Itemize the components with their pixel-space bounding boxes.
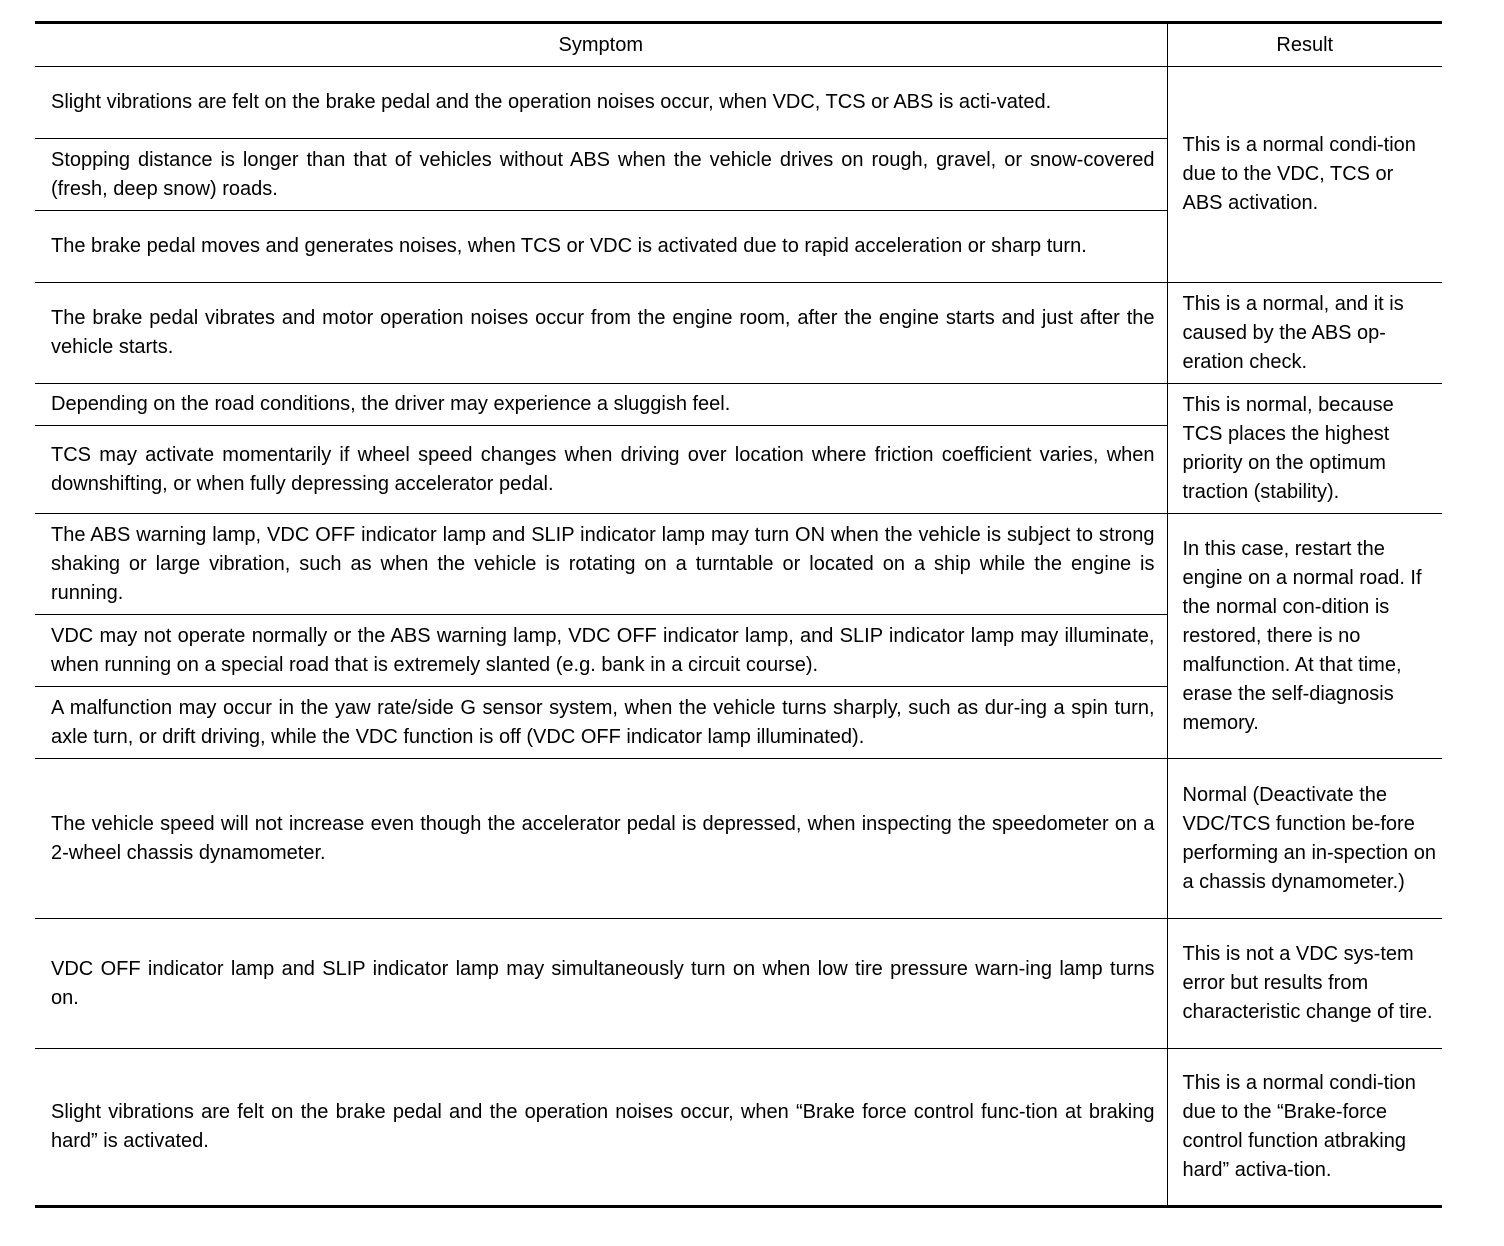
symptom-result-table — [35, 21, 1442, 1208]
result-cell: This is not a VDC sys-tem error but results from characteristic change of tire. — [1167, 919, 1442, 1049]
result-cell: This is normal, because TCS places the highest priority on the optimum traction (stability). — [1167, 384, 1442, 514]
symptom-column-header: Symptom — [35, 23, 1167, 67]
table-body — [35, 67, 1442, 1207]
result-cell: Normal (Deactivate the VDC/TCS function be-fore performing an in-spection on a chassis dynamometer.) — [1167, 759, 1442, 919]
table-row — [35, 1049, 1442, 1207]
table-row — [35, 384, 1442, 426]
symptom-cell: The ABS warning lamp, VDC OFF indicator lamp and SLIP indicator lamp may turn ON when the vehicle is subject to strong shaking or large vibration, such as when the vehicle is rotating on a turntable or located on a ship while the engine is running. — [35, 514, 1167, 615]
result-cell: In this case, restart the engine on a normal road. If the normal con-dition is restored, there is no malfunction. At that time, erase the self-diagnosis memory. — [1167, 514, 1442, 759]
result-column-header: Result — [1167, 23, 1442, 67]
table-row — [35, 67, 1442, 139]
symptom-cell: A malfunction may occur in the yaw rate/side G sensor system, when the vehicle turns sharply, such as dur-ing a spin turn, axle turn, or drift driving, while the VDC function is off (VDC OFF indicator lamp illuminated). — [35, 687, 1167, 759]
symptom-cell: TCS may activate momentarily if wheel speed changes when driving over location where friction coefficient varies, when downshifting, or when fully depressing accelerator pedal. — [35, 426, 1167, 514]
document-page — [35, 21, 1442, 1208]
symptom-cell: VDC may not operate normally or the ABS warning lamp, VDC OFF indicator lamp, and SLIP indicator lamp may illuminate, when running on a special road that is extremely slanted (e.g. bank in a circuit course). — [35, 615, 1167, 687]
symptom-cell: Stopping distance is longer than that of vehicles without ABS when the vehicle drives on rough, gravel, or snow-covered (fresh, deep snow) roads. — [35, 139, 1167, 211]
result-cell: This is a normal, and it is caused by the ABS op-eration check. — [1167, 283, 1442, 384]
symptom-cell: The vehicle speed will not increase even though the accelerator pedal is depressed, when inspecting the speedometer on a 2-wheel chassis dynamometer. — [35, 759, 1167, 919]
header-row — [35, 23, 1442, 67]
symptom-cell: Slight vibrations are felt on the brake pedal and the operation noises occur, when “Brake force control func-tion at braking hard” is activated. — [35, 1049, 1167, 1207]
table-row — [35, 283, 1442, 384]
symptom-cell: VDC OFF indicator lamp and SLIP indicator lamp may simultaneously turn on when low tire pressure warn-ing lamp turns on. — [35, 919, 1167, 1049]
result-cell: This is a normal condi-tion due to the VDC, TCS or ABS activation. — [1167, 67, 1442, 283]
table-row — [35, 919, 1442, 1049]
symptom-cell: The brake pedal vibrates and motor operation noises occur from the engine room, after the engine starts and just after the vehicle starts. — [35, 283, 1167, 384]
symptom-cell: The brake pedal moves and generates noises, when TCS or VDC is activated due to rapid acceleration or sharp turn. — [35, 211, 1167, 283]
table-row — [35, 759, 1442, 919]
symptom-cell: Slight vibrations are felt on the brake pedal and the operation noises occur, when VDC, TCS or ABS is acti-vated. — [35, 67, 1167, 139]
result-cell: This is a normal condi-tion due to the “Brake-force control function atbraking hard” activa-tion. — [1182, 1072, 1416, 1181]
table-row — [35, 514, 1442, 615]
table-header — [35, 23, 1442, 67]
symptom-cell: Depending on the road conditions, the driver may experience a sluggish feel. — [35, 384, 1167, 426]
